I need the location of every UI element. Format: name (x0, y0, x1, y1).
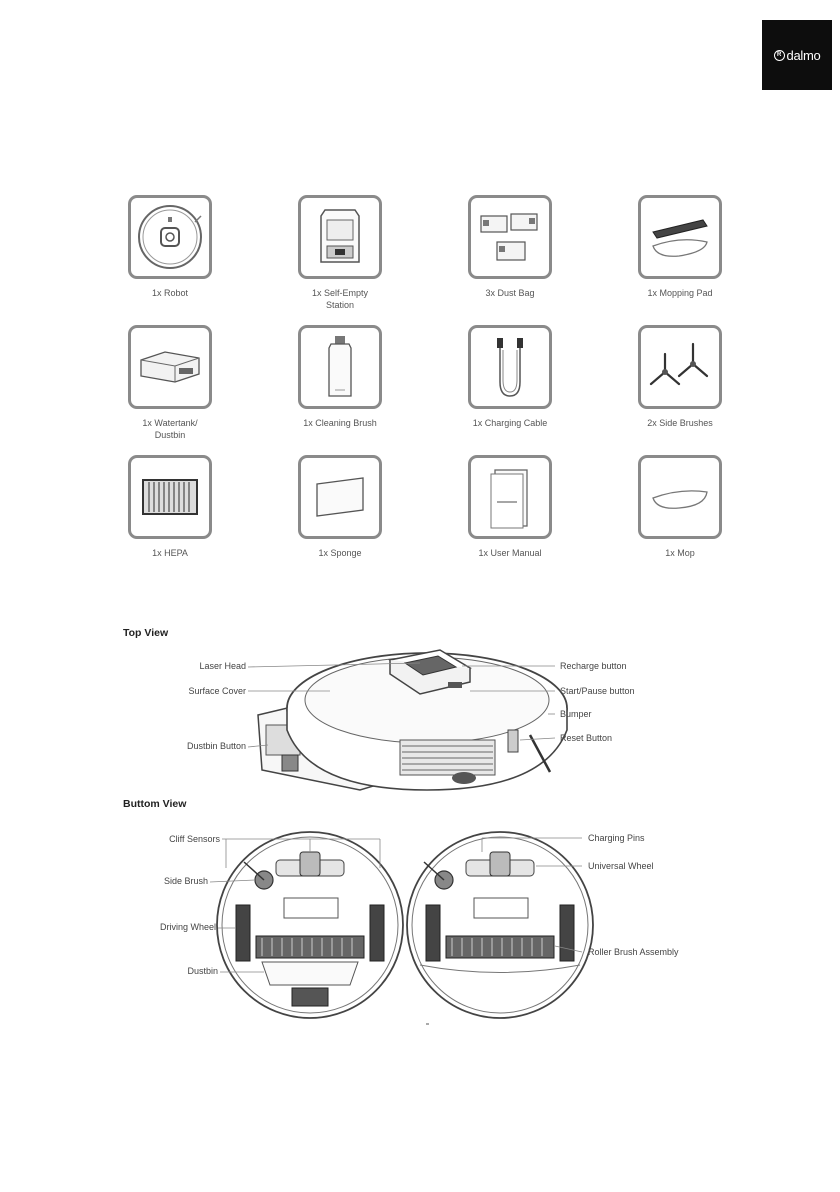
component-label: 1x Robot (151, 288, 189, 298)
component-label: 1x Mopping Pad (647, 288, 713, 298)
registered-mark-icon: R (774, 50, 785, 61)
label-universal-wheel: Universal Wheel (588, 861, 654, 871)
top-view-title: Top View (123, 627, 169, 639)
top-view-robot-illustration (258, 650, 567, 790)
component-label: 1x User Manual (478, 548, 542, 558)
component-label: 1x HEPA (152, 548, 188, 558)
label-surface-cover: Surface Cover (188, 686, 246, 696)
label-charging-pins: Charging Pins (588, 833, 645, 843)
bottom-view-title: Buttom View (123, 798, 187, 810)
label-dustbin-button: Dustbin Button (186, 741, 246, 751)
label-laser-head: Laser Head (199, 661, 246, 671)
label-recharge-button: Recharge button (560, 661, 627, 671)
component-label: 1x Sponge (318, 548, 362, 558)
label-reset-button: Reset Button (560, 733, 613, 743)
label-start-pause-button: Start/Pause button (560, 686, 635, 696)
label-driving-wheel: Driving Wheel (159, 922, 216, 932)
component-label: 1x Cleaning Brush (303, 418, 377, 428)
label-roller-brush-assembly: Roller Brush Assembly (588, 947, 679, 957)
component-label: 2x Side Brushes (647, 418, 713, 428)
component-label: 1x Self-Empty Station (311, 288, 369, 310)
label-dustbin: Dustbin (187, 966, 218, 976)
label-side-brush: Side Brush (163, 876, 208, 886)
component-label: 1x Charging Cable (472, 418, 548, 428)
bottom-view-left-robot-illustration (217, 832, 403, 1018)
brand-logo-text: dalmo (786, 47, 821, 63)
component-label: 1x Watertank/ Dustbin (142, 418, 198, 440)
label-cliff-sensors: Cliff Sensors (169, 834, 220, 844)
bottom-view-right-robot-illustration (407, 832, 593, 1018)
component-label: 3x Dust Bag (485, 288, 535, 298)
label-bumper: Bumper (560, 709, 592, 719)
component-label: 1x Mop (665, 548, 695, 558)
